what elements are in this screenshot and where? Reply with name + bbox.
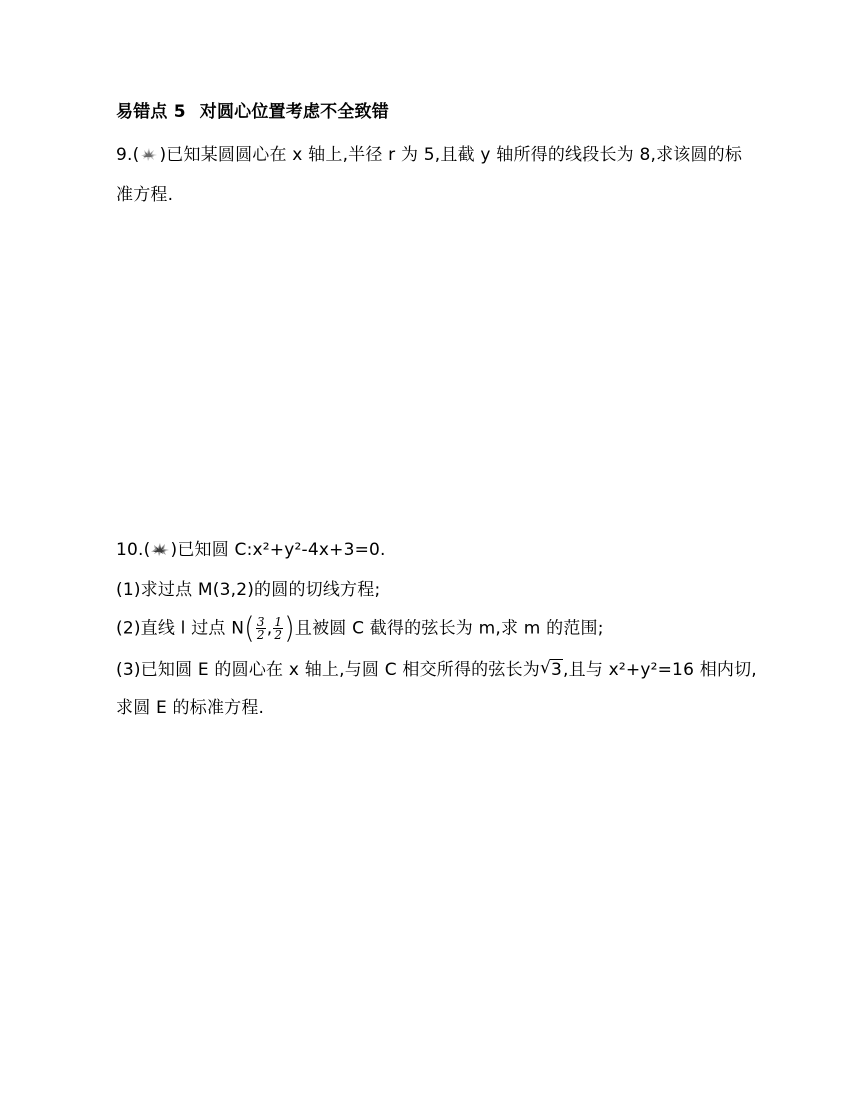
section-title: 对圆心位置考虑不全致错 (199, 102, 389, 122)
question-9-number: 9.( (116, 145, 140, 165)
difficulty-star-icon (150, 541, 170, 557)
question-9-text-continued: 准方程. (116, 185, 174, 205)
question-9-close-paren: ) (159, 145, 167, 165)
question-9-line-1 (116, 143, 742, 167)
fraction-y (273, 616, 283, 641)
part-2-text-before: (2)直线 l 过点 N (116, 618, 245, 639)
fraction-x-numerator: 3 (256, 615, 265, 629)
part-3-text-continued: 求圆 E 的标准方程. (116, 698, 265, 718)
part-3-text-before: (3)已知圆 E 的圆心在 x 轴上,与圆 C 相交所得的弦长为 (116, 660, 540, 680)
part-2-text-after: 且被圆 C 截得的弦长为 m,求 m 的范围; (294, 618, 604, 639)
section-label: 易错点 5 (116, 102, 186, 122)
fraction-x-denominator: 2 (256, 628, 265, 642)
question-10-close-paren: ) (170, 540, 178, 560)
radicand: 3 (550, 660, 563, 680)
fraction-y-denominator: 2 (274, 628, 283, 642)
question-9-line-2 (116, 183, 173, 207)
question-10-part-1 (116, 578, 380, 602)
coordinate-comma: , (266, 618, 273, 639)
part-3-text-after: ,且与 x²+y²=16 相内切, (563, 660, 757, 680)
difficulty-star-icon (139, 146, 159, 162)
question-10-part-2 (116, 610, 604, 645)
question-10-number: 10.( (116, 540, 151, 560)
right-paren: ) (284, 610, 295, 645)
question-10-stem-text: 已知圆 C:x²+y²-4x+3=0. (177, 540, 386, 560)
square-root (540, 658, 563, 682)
fraction-x (256, 616, 266, 641)
question-9-text: 已知某圆圆心在 x 轴上,半径 r 为 5,且截 y 轴所得的线段长为 8,求该圆的标 (166, 145, 743, 165)
question-10-part-3-line-2 (116, 696, 264, 720)
radical-sign: √ (539, 658, 552, 678)
left-paren: ( (244, 610, 255, 645)
fraction-y-numerator: 1 (274, 615, 283, 629)
part-1-text: (1)求过点 M(3,2)的圆的切线方程; (116, 580, 381, 600)
question-10-part-3 (116, 658, 757, 682)
question-10-stem (116, 538, 386, 562)
section-heading (116, 100, 389, 124)
